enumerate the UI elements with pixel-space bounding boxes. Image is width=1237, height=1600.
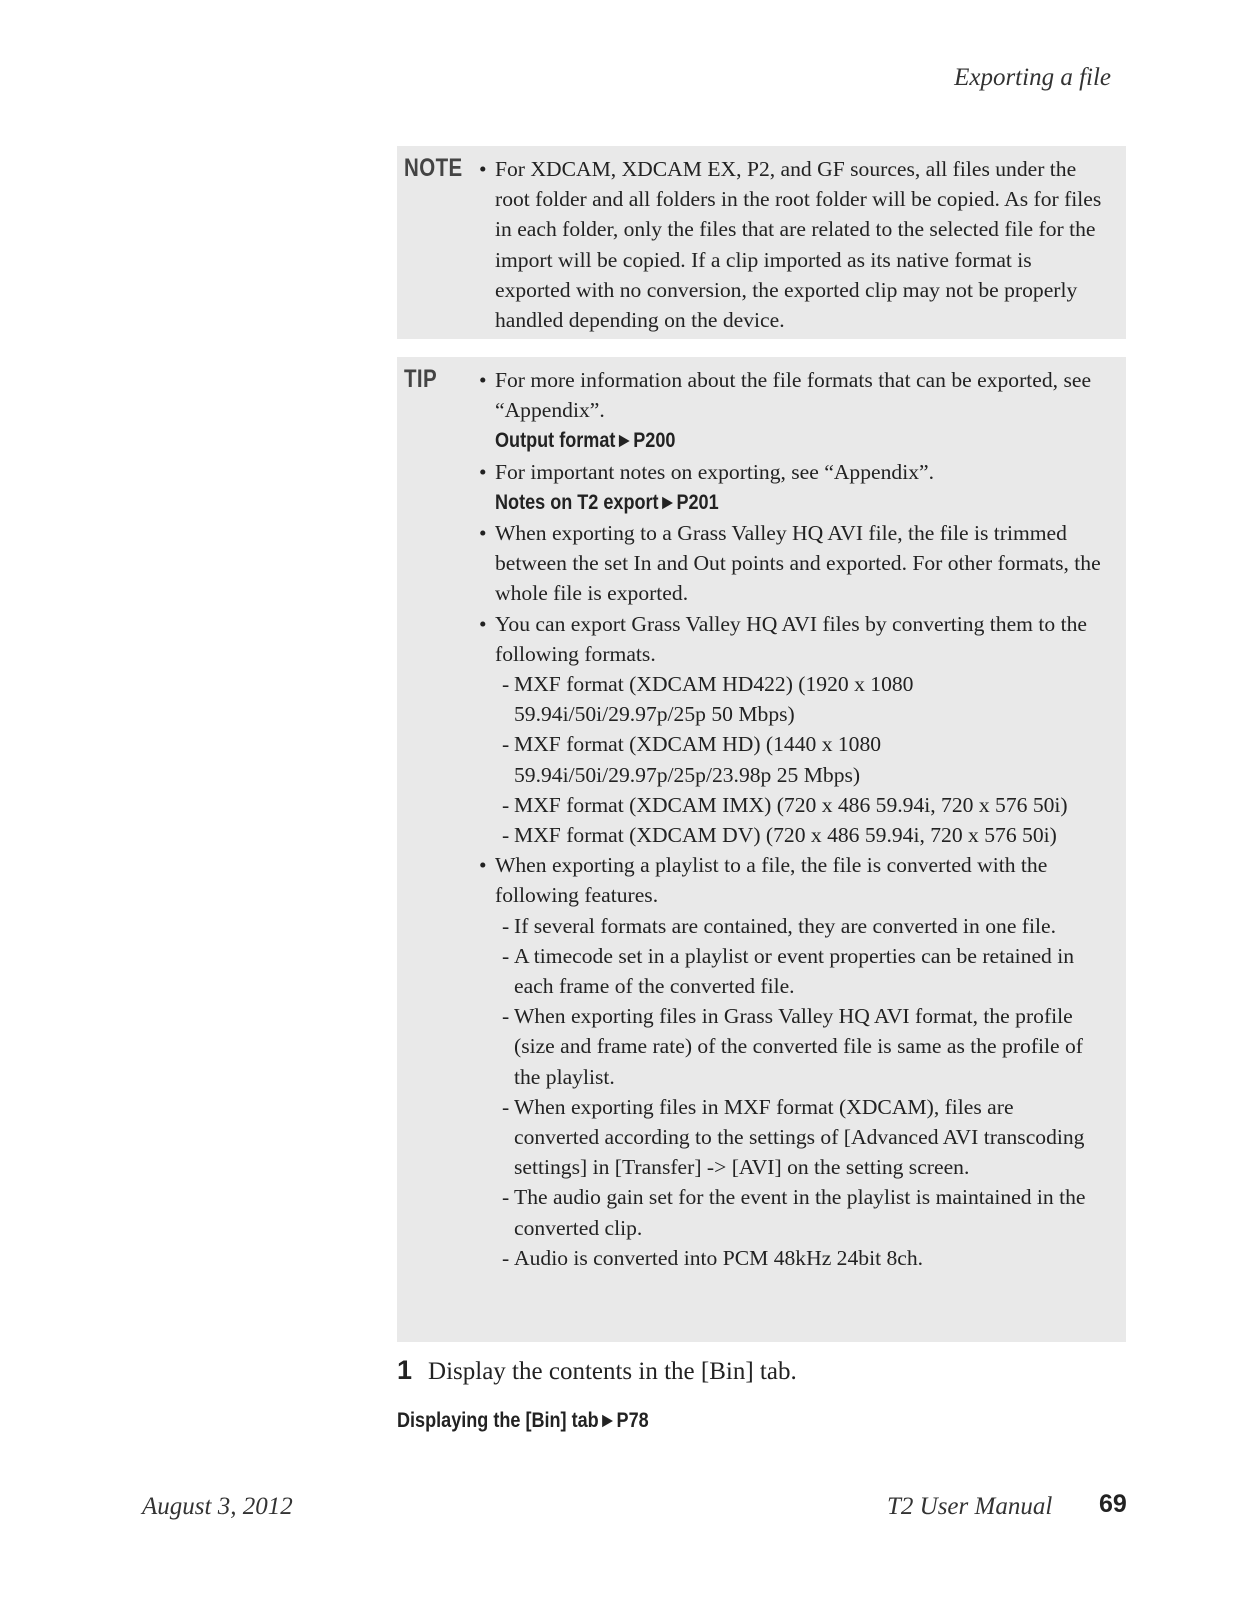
footer-manual-title: T2 User Manual xyxy=(887,1493,1053,1520)
note-label: NOTE xyxy=(404,154,463,182)
feature-list-item: - A timecode set in a playlist or event properties can be retained in each frame of the converted file. xyxy=(479,941,1104,1001)
step-1 xyxy=(397,1355,797,1386)
feature-list-item: - Audio is converted into PCM 48kHz 24bit 8ch. xyxy=(479,1243,1104,1273)
footer-date: August 3, 2012 xyxy=(142,1493,293,1520)
note-content xyxy=(479,154,1104,335)
feature-list-item: - When exporting files in MXF format (XDCAM), files are converted according to the settings of [Advanced AVI transcoding settings] in [Transfer] -> [AVI] on the setting screen. xyxy=(479,1092,1104,1183)
tip-bullet-trim: • When exporting to a Grass Valley HQ AVI file, the file is trimmed between the set In and Out points and exported. For other formats, the whole file is exported. xyxy=(479,518,1104,609)
tip-label: TIP xyxy=(404,365,438,393)
feature-list-item: - The audio gain set for the event in the playlist is maintained in the converted clip. xyxy=(479,1182,1104,1242)
feature-list-item: - If several formats are contained, they are converted in one file. xyxy=(479,911,1104,941)
note-bullet: • For XDCAM, XDCAM EX, P2, and GF sources, all files under the root folder and all folders in the root folder will be copied. As for files in each folder, only the files that are related to the selected file for the import will be copied. If a clip imported as its native format is exported with no conversion, the exported clip may not be properly handled depending on the device. xyxy=(479,154,1104,335)
tip-bullet-formats xyxy=(479,365,1104,457)
displaying-bin-tab-link[interactable]: Displaying the [Bin] tab►P78 xyxy=(397,1409,649,1432)
page-number: 69 xyxy=(1099,1490,1127,1518)
tip-bullet-text: For more information about the file formats that can be exported, see “Appendix”. xyxy=(495,368,1092,423)
format-list-item: - MXF format (XDCAM IMX) (720 x 486 59.94i, 720 x 576 50i) xyxy=(479,790,1104,820)
tip-bullet-convert xyxy=(479,609,1104,669)
tip-content xyxy=(479,365,1104,1273)
tip-box xyxy=(397,357,1126,1342)
tip-bullet-text: You can export Grass Valley HQ AVI files by converting them to the following formats. xyxy=(495,611,1087,666)
running-head-title: Exporting a file xyxy=(954,64,1111,91)
note-box xyxy=(397,146,1126,339)
tip-bullet-text: For important notes on exporting, see “Appendix”. xyxy=(495,459,934,484)
output-format-link[interactable]: Output format►P200 xyxy=(495,429,676,453)
step-text: Display the contents in the [Bin] tab. xyxy=(428,1358,797,1385)
tip-bullet-playlist xyxy=(479,850,1104,910)
step-number: 1 xyxy=(397,1355,413,1385)
feature-list-item: - When exporting files in Grass Valley HQ AVI format, the profile (size and frame rate) of the converted file is same as the profile of the playlist. xyxy=(479,1001,1104,1092)
format-list-item: - MXF format (XDCAM DV) (720 x 486 59.94i, 720 x 576 50i) xyxy=(479,820,1104,850)
notes-on-t2-export-link[interactable]: Notes on T2 export►P201 xyxy=(495,490,719,514)
tip-bullet-text: When exporting a playlist to a file, the file is converted with the following features. xyxy=(495,853,1048,908)
format-list-item: - MXF format (XDCAM HD) (1440 x 1080 59.94i/50i/29.97p/25p/23.98p 25 Mbps) xyxy=(479,729,1104,789)
tip-bullet-notes xyxy=(479,457,1104,518)
step-ref-row xyxy=(397,1409,690,1433)
format-list-item: - MXF format (XDCAM HD422) (1920 x 1080 59.94i/50i/29.97p/25p 50 Mbps) xyxy=(479,669,1104,729)
